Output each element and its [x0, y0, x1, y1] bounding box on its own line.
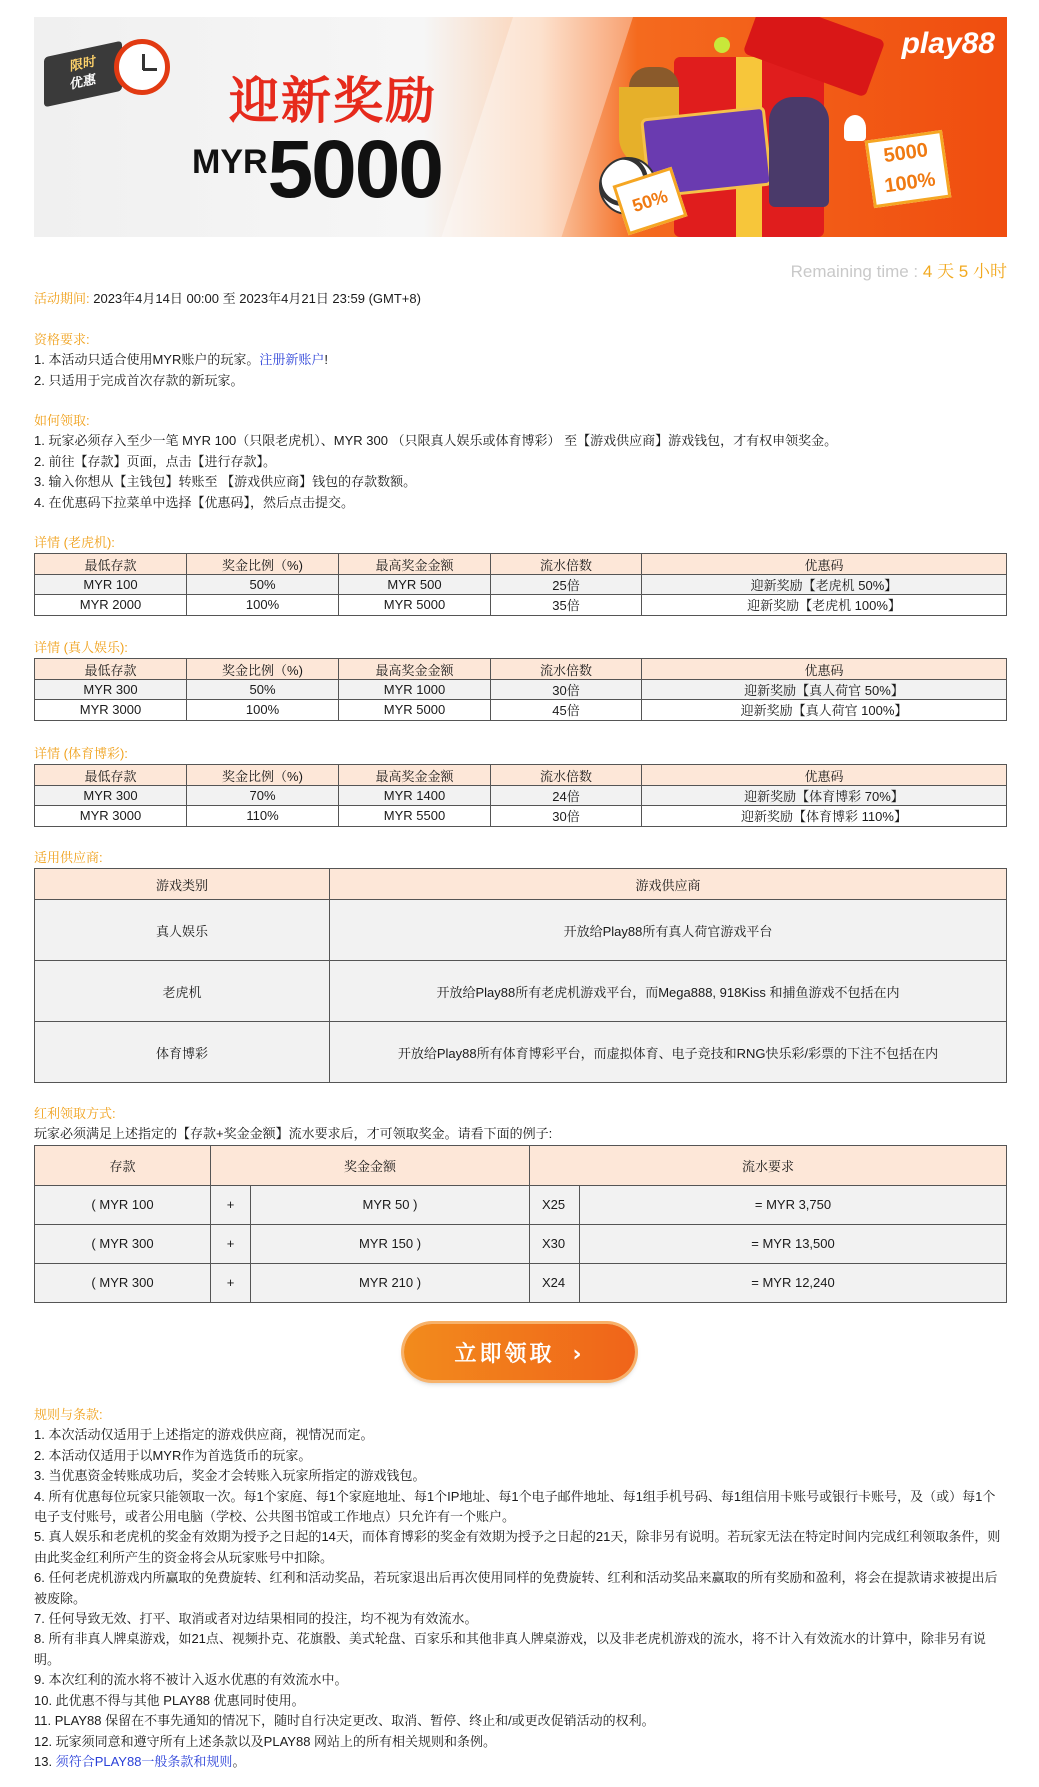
- bonus-method-section: [34, 1104, 1007, 1303]
- table-row: [35, 700, 1007, 720]
- cell: MYR 300: [35, 679, 187, 699]
- header-promo-code: 优惠码: [642, 554, 1007, 574]
- table-row: [35, 806, 1007, 826]
- shuttlecock-icon: [844, 115, 866, 141]
- cell: MYR 50 ): [251, 1185, 530, 1224]
- play88-logo: play88: [901, 27, 995, 60]
- cell: +: [211, 1224, 251, 1263]
- cell: 100%: [187, 700, 339, 720]
- eligibility-line-2: 2. 只适用于完成首次存款的新玩家。: [34, 372, 244, 388]
- cell: 70%: [187, 785, 339, 805]
- cell: 25倍: [491, 574, 642, 594]
- terms-line-9: 9. 本次红利的流水将不被计入返水优惠的有效流水中。: [34, 1672, 348, 1688]
- cell: = MYR 3,750: [580, 1185, 1007, 1224]
- header-max-bonus: 最高奖金金额: [339, 765, 491, 785]
- terms-line-13-prefix: 13.: [34, 1753, 56, 1769]
- header-promo-code: 优惠码: [642, 765, 1007, 785]
- cell: MYR 500: [339, 574, 491, 594]
- howto-title: 如何领取:: [34, 413, 90, 428]
- terms-line-5: 5. 真人娱乐和老虎机的奖金有效期为授予之日起的14天，而体育博彩的奖金有效期为授予之日起的21天，除非另有说明。若玩家无法在特定时间内完成红利领取条件，则由此奖金红利所产生的资金将会从玩家账号中扣除。: [34, 1529, 1001, 1565]
- cell: MYR 100: [35, 574, 187, 594]
- period-label: 活动期间:: [34, 291, 90, 306]
- terms-title: 规则与条款:: [34, 1407, 103, 1422]
- banner-amount-value: 5000: [267, 124, 442, 215]
- terms-line-1: 1. 本次活动仅适用于上述指定的游戏供应商，视情况而定。: [34, 1427, 374, 1443]
- cell: 迎新奖励【老虎机 50%】: [642, 574, 1007, 594]
- providers-table: [34, 868, 1007, 1083]
- bonus-method-title: 红利领取方式:: [34, 1106, 116, 1121]
- cell: ( MYR 300: [35, 1224, 211, 1263]
- eligibility-line-1: 1. 本活动只适合使用MYR账户的玩家。: [34, 352, 260, 368]
- period-section: [34, 289, 1007, 309]
- table-header-row: [35, 765, 1007, 785]
- cell: MYR 2000: [35, 595, 187, 615]
- eligibility-line-1-end: !: [324, 352, 328, 368]
- cell: 迎新奖励【真人荷官 100%】: [642, 700, 1007, 720]
- cell: 迎新奖励【老虎机 100%】: [642, 595, 1007, 615]
- badge-tag: [44, 41, 122, 108]
- limited-time-badge: [44, 35, 174, 110]
- terms-line-3: 3. 当优惠资金转账成功后，奖金才会转账入玩家所指定的游戏钱包。: [34, 1468, 426, 1484]
- slots-title: 详情 (老虎机):: [34, 535, 115, 550]
- header-game-provider: 游戏供应商: [330, 869, 1007, 900]
- table-row: [35, 1224, 1007, 1263]
- table-header-row: [35, 554, 1007, 574]
- terms-line-12: 12. 玩家须同意和遵守所有上述条款以及PLAY88 网站上的所有相关规则和条例。: [34, 1733, 497, 1749]
- cell: MYR 5500: [339, 806, 491, 826]
- claim-now-label: 立即领取: [454, 1341, 555, 1367]
- bonus-example-table: [34, 1145, 1007, 1303]
- remaining-time-label: Remaining time :: [790, 262, 919, 281]
- cell: 开放给Play88所有体育博彩平台，而虚拟体育、电子竞技和RNG快乐彩/彩票的下注不包括在内: [330, 1022, 1007, 1083]
- cell: ( MYR 300: [35, 1263, 211, 1302]
- howto-line-4: 4. 在优惠码下拉菜单中选择【优惠码】，然后点击提交。: [34, 494, 354, 510]
- table-row: [35, 574, 1007, 594]
- live-table: [34, 658, 1007, 720]
- stopwatch-icon: [114, 39, 170, 95]
- claim-now-button[interactable]: [404, 1324, 635, 1380]
- cell: 体育博彩: [35, 1022, 330, 1083]
- cell: 50%: [187, 679, 339, 699]
- banner-currency: MYR: [192, 143, 268, 181]
- table-row: [35, 900, 1007, 961]
- general-terms-link[interactable]: 须符合PLAY88一般条款和规则: [55, 1753, 233, 1769]
- cell: MYR 210 ): [251, 1263, 530, 1302]
- remaining-time: [791, 257, 1007, 282]
- table-row: [35, 961, 1007, 1022]
- table-header-row: [35, 1145, 1007, 1185]
- header-turnover-requirement: 流水要求: [530, 1145, 1007, 1185]
- header-bonus-amount: 奖金金额: [211, 1145, 530, 1185]
- chevron-right-icon: ›: [572, 1341, 585, 1367]
- cell: MYR 1400: [339, 785, 491, 805]
- table-row: [35, 1185, 1007, 1224]
- table-row: [35, 679, 1007, 699]
- badge-line-1: 限时: [69, 53, 96, 74]
- cell: 24倍: [491, 785, 642, 805]
- cell: 110%: [187, 806, 339, 826]
- cell: 迎新奖励【真人荷官 50%】: [642, 679, 1007, 699]
- header-turnover: 流水倍数: [491, 554, 642, 574]
- providers-title: 适用供应商:: [34, 850, 103, 865]
- cell: = MYR 13,500: [580, 1224, 1007, 1263]
- table-header-row: [35, 659, 1007, 679]
- cell: X30: [530, 1224, 580, 1263]
- cell: 45倍: [491, 700, 642, 720]
- header-max-bonus: 最高奖金金额: [339, 554, 491, 574]
- terms-line-8: 8. 所有非真人牌桌游戏，如21点、视频扑克、花旗骰、美式轮盘、百家乐和其他非真人牌桌游戏，以及非老虎机游戏的流水，将不计入有效流水的计算中，除非另有说明。: [34, 1631, 986, 1667]
- cell: +: [211, 1263, 251, 1302]
- period-value: 2023年4月14日 00:00 至 2023年4月21日 23:59 (GMT+8): [89, 291, 421, 306]
- tennis-ball-icon: [714, 37, 730, 53]
- banner-title: 迎新奖励: [229, 72, 437, 130]
- archer-character-icon: [769, 97, 829, 207]
- cell: 老虎机: [35, 961, 330, 1022]
- cell: MYR 300: [35, 785, 187, 805]
- cell: ( MYR 100: [35, 1185, 211, 1224]
- remaining-time-value: 4 天 5 小时: [922, 262, 1007, 281]
- sports-title: 详情 (体育博彩):: [34, 746, 128, 761]
- eligibility-section: [34, 330, 1007, 391]
- live-section: [34, 638, 1007, 721]
- table-row: [35, 1022, 1007, 1083]
- cell: +: [211, 1185, 251, 1224]
- header-min-deposit: 最低存款: [35, 554, 187, 574]
- slots-table: [34, 553, 1007, 615]
- coupon-percent: 100%: [883, 168, 937, 198]
- cell: X24: [530, 1263, 580, 1302]
- badge-line-2: 优惠: [69, 71, 96, 92]
- table-row: [35, 595, 1007, 615]
- register-link[interactable]: 注册新账户: [259, 352, 325, 368]
- bonus-method-desc: 玩家必须满足上述指定的【存款+奖金金额】流水要求后，才可领取奖金。请看下面的例子:: [34, 1126, 553, 1142]
- cell: 35倍: [491, 595, 642, 615]
- cell: MYR 5000: [339, 700, 491, 720]
- header-min-deposit: 最低存款: [35, 659, 187, 679]
- terms-line-2: 2. 本活动仅适用于以MYR作为首选货币的玩家。: [34, 1447, 312, 1463]
- table-row: [35, 785, 1007, 805]
- terms-line-7: 7. 任何导致无效、打平、取消或者对边结果相同的投注，均不视为有效流水。: [34, 1611, 478, 1627]
- terms-line-11: 11. PLAY88 保留在不事先通知的情况下，随时自行决定更改、取消、暂停、终止和/或更改促销活动的权利。: [34, 1713, 655, 1729]
- header-bonus-rate: 奖金比例（%): [187, 554, 339, 574]
- howto-section: [34, 411, 1007, 513]
- cell: X25: [530, 1185, 580, 1224]
- coupon-icon: [865, 130, 952, 208]
- cell: 50%: [187, 574, 339, 594]
- header-turnover: 流水倍数: [491, 765, 642, 785]
- header-promo-code: 优惠码: [642, 659, 1007, 679]
- coupon-amount: 5000: [882, 139, 930, 168]
- cell: MYR 3000: [35, 806, 187, 826]
- howto-line-2: 2. 前往【存款】页面，点击【进行存款】。: [34, 453, 276, 469]
- cell: 迎新奖励【体育博彩 70%】: [642, 785, 1007, 805]
- cell: MYR 1000: [339, 679, 491, 699]
- header-bonus-rate: 奖金比例（%): [187, 765, 339, 785]
- cell: = MYR 12,240: [580, 1263, 1007, 1302]
- cell: 30倍: [491, 679, 642, 699]
- howto-line-3: 3. 输入你想从【主钱包】转账至 【游戏供应商】钱包的存款数额。: [34, 474, 417, 490]
- header-turnover: 流水倍数: [491, 659, 642, 679]
- terms-section: [34, 1405, 1007, 1772]
- header-deposit: 存款: [35, 1145, 211, 1185]
- coupon-icon-small: 50%: [612, 167, 687, 236]
- cell: 开放给Play88所有真人荷官游戏平台: [330, 900, 1007, 961]
- cell: MYR 150 ): [251, 1224, 530, 1263]
- howto-line-1: 1. 玩家必须存入至少一笔 MYR 100（只限老虎机）、MYR 300 （只限真人娱乐或体育博彩） 至【游戏供应商】游戏钱包，才有权申领奖金。: [34, 433, 838, 449]
- promo-banner: [34, 17, 1007, 237]
- header-max-bonus: 最高奖金金额: [339, 659, 491, 679]
- cell: 真人娱乐: [35, 900, 330, 961]
- table-row: [35, 1263, 1007, 1302]
- terms-line-13-end: 。: [232, 1753, 246, 1769]
- header-min-deposit: 最低存款: [35, 765, 187, 785]
- cell: MYR 5000: [339, 595, 491, 615]
- header-bonus-rate: 奖金比例（%): [187, 659, 339, 679]
- cell: 100%: [187, 595, 339, 615]
- cell: 迎新奖励【体育博彩 110%】: [642, 806, 1007, 826]
- providers-section: [34, 848, 1007, 1083]
- sports-section: [34, 744, 1007, 827]
- sports-table: [34, 764, 1007, 826]
- cell: 30倍: [491, 806, 642, 826]
- eligibility-title: 资格要求:: [34, 332, 90, 347]
- terms-line-4: 4. 所有优惠每位玩家只能领取一次。每1个家庭、每1个家庭地址、每1个IP地址、每1个电子邮件地址、每1组手机号码、每1组信用卡账号或银行卡账号，及（或）每1个电子支付账号，或者公用电脑（学校、公共图书馆或工作地点）只允许有一个账户。: [34, 1488, 996, 1525]
- cell: MYR 3000: [35, 700, 187, 720]
- terms-line-6: 6. 任何老虎机游戏内所赢取的免费旋转、红利和活动奖品，若玩家退出后再次使用同样的免费旋转、红利和活动奖品来赢取的所有奖励和盈利，将会在提款请求被提出后被废除。: [34, 1570, 998, 1606]
- live-title: 详情 (真人娱乐):: [34, 640, 128, 655]
- cell: 开放给Play88所有老虎机游戏平台，而Mega888, 918Kiss 和捕鱼游戏不包括在内: [330, 961, 1007, 1022]
- terms-line-10: 10. 此优惠不得与其他 PLAY88 优惠同时使用。: [34, 1692, 305, 1708]
- header-game-category: 游戏类别: [35, 869, 330, 900]
- table-header-row: [35, 869, 1007, 900]
- slots-section: [34, 533, 1007, 616]
- banner-amount: [192, 124, 442, 215]
